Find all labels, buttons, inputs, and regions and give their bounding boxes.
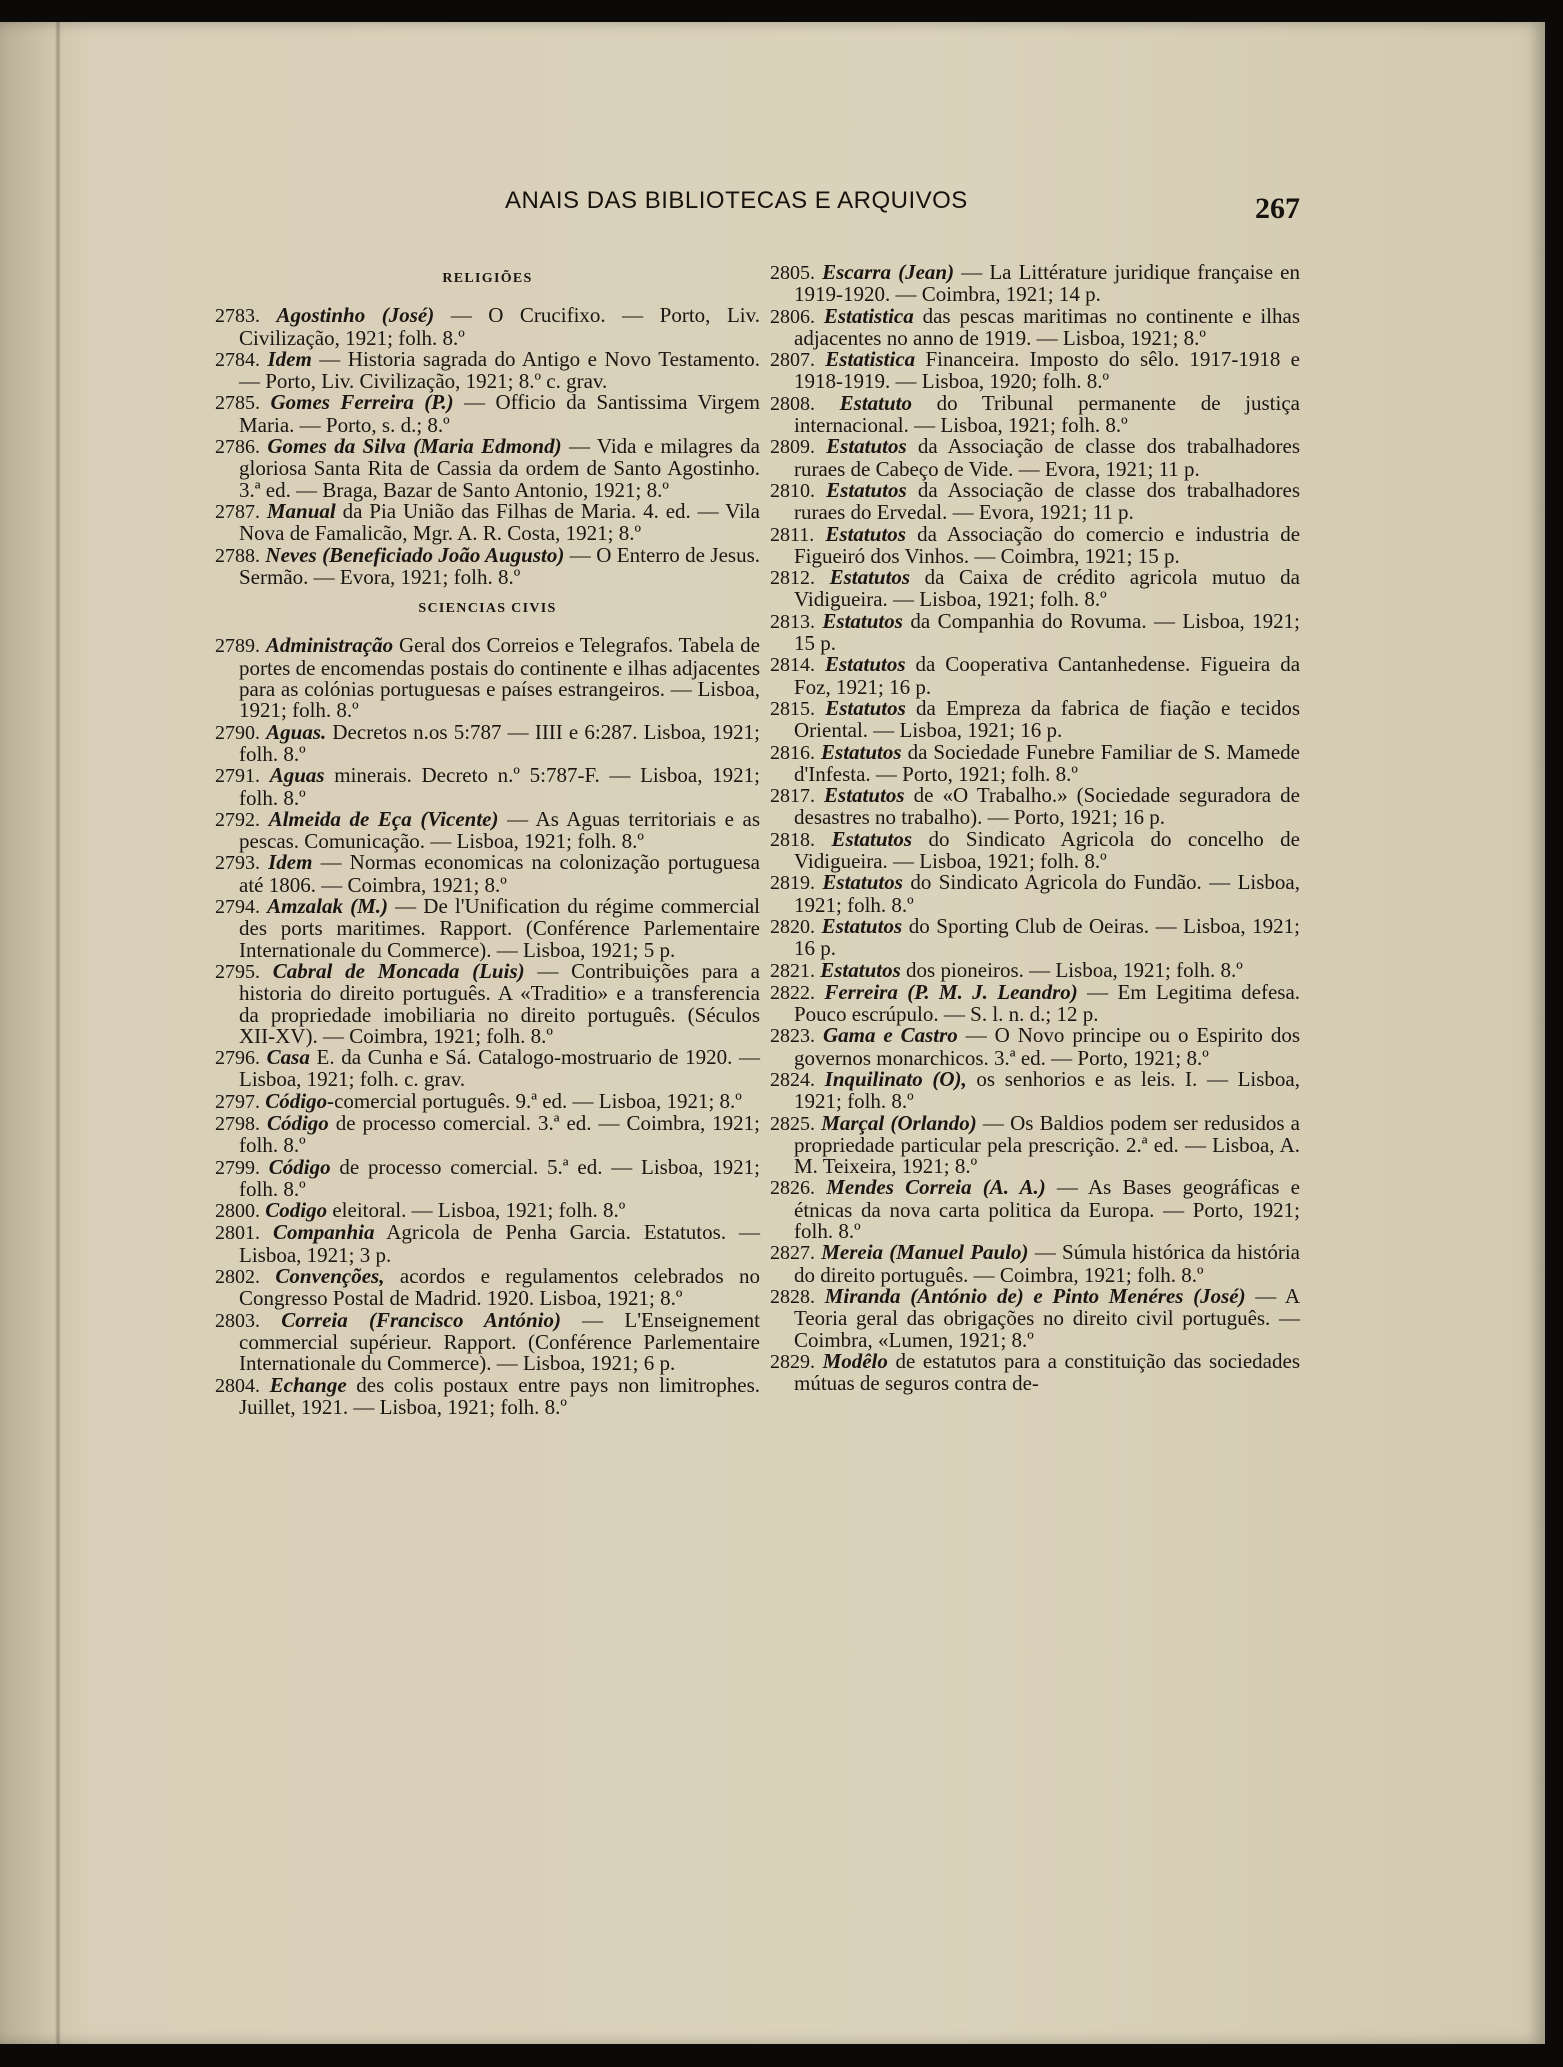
- entry-author: Miranda (António de) e Pinto Menéres (José): [824, 1283, 1246, 1308]
- entry-number: 2791.: [215, 765, 260, 788]
- bibliography-entry: [215, 1266, 760, 1310]
- entry-text: des colis postaux entre pays non limitrophes. Juillet, 1921. — Lisboa, 1921; folh. 8.º: [239, 1372, 760, 1419]
- bibliography-entry: [215, 1222, 760, 1266]
- entry-text: da Sociedade Funebre Familiar de S. Mamede d'Infesta. — Porto, 1921; folh. 8.º: [794, 739, 1301, 786]
- entry-number: 2807.: [770, 349, 815, 372]
- entry-number: 2806.: [770, 305, 815, 328]
- entry-author: Echange: [269, 1372, 347, 1397]
- entry-text: eleitoral. — Lisboa, 1921; folh. 8.º: [327, 1198, 626, 1223]
- bibliography-entry: [215, 542, 761, 589]
- entry-text: — O Enterro de Jesus. Sermão. — Evora, 1921; folh. 8.º: [239, 542, 761, 589]
- bibliography-entry: [770, 979, 1301, 1027]
- entry-author: Codigo: [265, 1198, 328, 1223]
- entry-text: — O Novo principe ou o Espirito dos governos monarchicos. 3.ª ed. — Porto, 1921; 8.º: [794, 1023, 1300, 1070]
- entry-text: de processo comercial. 3.ª ed. — Coimbra, 1921; folh. 8.º: [239, 1110, 760, 1158]
- bibliography-entry: [770, 567, 1300, 611]
- entry-author: Neves (Beneficiado João Augusto): [265, 542, 565, 567]
- entry-author: Amzalak (M.): [267, 894, 389, 919]
- entry-text: de «O Trabalho.» (Sociedade seguradora de desastres no trabalho). — Porto, 1921; 16 p.: [794, 783, 1300, 830]
- entry-author: Modêlo: [822, 1348, 888, 1373]
- entry-number: 2811.: [770, 523, 815, 546]
- entry-number: 2812.: [770, 567, 815, 590]
- entry-text: — Vida e milagres da gloriosa Santa Rita de Cassia da ordem de Santo Agostinho. 3.ª ed. — Braga, Bazar de Santo Antonio, 1921; 8.º: [239, 434, 760, 502]
- entry-text: de estatutos para a constituição das sociedades mútuas de seguros contra de-: [794, 1348, 1300, 1396]
- entry-author: Estatutos: [822, 870, 903, 895]
- entry-number: 2823.: [770, 1025, 815, 1048]
- bibliography-entry: [770, 1348, 1300, 1396]
- entry-number: 2824.: [770, 1068, 815, 1091]
- entry-number: 2797.: [215, 1090, 260, 1113]
- entry-author: Administração: [265, 633, 394, 658]
- entry-text: da Empreza da fabrica de fiação e tecidos Oriental. — Lisboa, 1921; 16 p.: [794, 695, 1301, 743]
- entry-author: Gama e Castro: [822, 1023, 958, 1048]
- entry-author: Ferreira (P. M. J. Leandro): [824, 979, 1078, 1004]
- entry-number: 2796.: [215, 1047, 260, 1070]
- entry-author: Marçal (Orlando): [821, 1110, 977, 1135]
- entry-author: Estatuto: [839, 390, 913, 415]
- entry-number: 2798.: [215, 1112, 260, 1135]
- entry-number: 2783.: [215, 305, 260, 328]
- entry-text: Agricola de Penha Garcia. Estatutos. — Lisboa, 1921; 3 p.: [239, 1220, 761, 1267]
- entry-text: — Historia sagrada do Antigo e Novo Testamento. — Porto, Liv. Civilização, 1921; 8.º c. grav.: [239, 346, 760, 394]
- entry-text: do Sindicato Agricola do concelho de Vidigueira. — Lisboa, 1921; folh. 8.º: [794, 826, 1301, 874]
- entry-number: 2809.: [770, 436, 815, 459]
- bibliography-entry: [770, 654, 1300, 698]
- entry-number: 2789.: [215, 635, 260, 658]
- entry-number: 2804.: [215, 1374, 260, 1397]
- bibliography-entry: [770, 262, 1300, 306]
- entry-text: — As Bases geográficas e étnicas da nova carta politica da Europa. — Porto, 1921; folh. 8.º: [794, 1175, 1300, 1244]
- section-heading-sciencias: SCIENCIAS CIVIS: [418, 601, 557, 617]
- bibliography-entry: [770, 872, 1300, 916]
- entry-author: Estatutos: [821, 913, 903, 938]
- entry-number: 2828.: [770, 1285, 815, 1308]
- entry-author: Aguas: [269, 763, 325, 788]
- entry-text: — O Crucifixo. — Porto, Liv. Civilização, 1921; folh. 8.º: [239, 303, 760, 350]
- entry-text: de processo comercial. 5.ª ed. — Lisboa, 1921; folh. 8.º: [239, 1154, 761, 1201]
- bibliography-entry: [770, 785, 1300, 829]
- entry-author: Cabral de Moncada (Luis): [272, 958, 525, 983]
- bibliography-entry: [215, 1088, 760, 1113]
- entry-author: Estatutos: [829, 565, 911, 590]
- bibliography-entry: [215, 852, 760, 896]
- entry-author: Aguas.: [266, 719, 327, 744]
- entry-text: — L'Enseignement commercial supérieur. Rapport. (Conférence Parlementaire Internationale du Commerce). — Lisboa, 1921; 6 p.: [239, 1307, 760, 1376]
- running-title: ANAIS DAS BIBLIOTECAS E ARQUIVOS: [505, 187, 968, 214]
- entry-author: Gomes da Silva (Maria Edmond): [267, 434, 562, 459]
- entry-text: da Cooperativa Cantanhedense. Figueira da Foz, 1921; 16 p.: [794, 652, 1301, 699]
- entry-author: Agostinho (José): [276, 303, 435, 328]
- bibliography-entry: [770, 695, 1301, 743]
- page-gutter: [55, 22, 61, 2044]
- bibliography-entry: [215, 436, 760, 501]
- entry-author: Gomes Ferreira (P.): [270, 390, 454, 415]
- bibliography-entry: [770, 477, 1300, 525]
- entry-author: Mereia (Manuel Paulo): [821, 1240, 1029, 1265]
- entry-number: 2803.: [215, 1309, 260, 1332]
- entry-text: Geral dos Correios e Telegrafos. Tabela de portes de encomendas postais do continente e ilhas adjacentes para as colónias portuguesas e países estrangeiros. — Lisboa, 1921; folh. 8.º: [239, 633, 760, 723]
- entry-author: Correia (Francisco António): [281, 1307, 561, 1332]
- entry-number: 2802.: [215, 1266, 260, 1289]
- entry-number: 2787.: [215, 500, 260, 523]
- bibliography-entry: [215, 305, 760, 349]
- entry-text: Decretos n.os 5:787 — IIII e 6:287. Lisboa, 1921; folh. 8.º: [239, 719, 760, 766]
- bibliography-entry: [770, 436, 1300, 480]
- entry-text: E. da Cunha e Sá. Catalogo-mostruario de 1920. — Lisboa, 1921; folh. c. grav.: [239, 1045, 760, 1092]
- bibliography-entry: [215, 1200, 760, 1222]
- entry-number: 2815.: [770, 697, 815, 720]
- entry-number: 2795.: [215, 960, 260, 983]
- entry-author: Estatistica: [823, 303, 914, 328]
- bibliography-entry: [215, 1047, 760, 1091]
- entry-text: — Normas economicas na colonização portuguesa até 1806. — Coimbra, 1921; 8.º: [239, 850, 760, 897]
- entry-text: da Associação de classe dos trabalhadores ruraes de Cabeço de Vide. — Evora, 1921; 11 p.: [794, 434, 1300, 481]
- bibliography-entry: [770, 1110, 1300, 1179]
- right-entries-list: [770, 262, 1300, 1394]
- sciencias-list: [215, 635, 760, 1418]
- entry-number: 2793.: [215, 852, 260, 875]
- bibliography-entry: [770, 739, 1301, 786]
- bibliography-entry: [215, 958, 760, 1048]
- entry-number: 2808.: [770, 392, 815, 415]
- entry-text: — As Aguas territoriais e as pescas. Comunicação. — Lisboa, 1921; folh. 8.º: [239, 806, 761, 854]
- bibliography-entry: [770, 1066, 1301, 1114]
- entry-number: 2826.: [770, 1177, 815, 1200]
- entry-author: Código-: [265, 1088, 335, 1113]
- entry-text: — Os Baldios podem ser redusidos a propriedade particular pela prescrição. 2.ª ed. — Lisboa, A. M. Teixeira, 1921; 8.º: [794, 1110, 1300, 1179]
- entry-number: 2790.: [215, 721, 260, 744]
- entry-author: Mendes Correia (A. A.): [826, 1175, 1046, 1200]
- entry-number: 2821.: [770, 959, 815, 982]
- bibliography-entry: [215, 392, 760, 436]
- bibliography-entry: [215, 896, 760, 961]
- entry-text: das pescas maritimas no continente e ilhas adjacentes no anno de 1919. — Lisboa, 1921; 8.º: [794, 303, 1301, 350]
- bibliography-entry: [215, 719, 760, 766]
- entry-number: 2785.: [215, 392, 260, 415]
- bibliography-entry: [770, 608, 1301, 656]
- entry-number: 2819.: [770, 872, 815, 895]
- entry-text: dos pioneiros. — Lisboa, 1921; folh. 8.º: [900, 957, 1243, 982]
- entry-author: Inquilinato (O),: [824, 1066, 967, 1091]
- right-column: [770, 262, 1300, 1394]
- entry-text: da Associação de classe dos trabalhadores ruraes do Ervedal. — Evora, 1921; 11 p.: [794, 477, 1300, 525]
- bibliography-entry: [770, 303, 1301, 350]
- bibliography-entry: [770, 390, 1300, 438]
- bibliography-entry: [215, 1154, 761, 1201]
- entry-text: minerais. Decreto n.º 5:787-F. — Lisboa, 1921; folh. 8.º: [239, 763, 761, 810]
- entry-number: 2800.: [215, 1200, 260, 1223]
- entry-author: Estatutos: [825, 695, 906, 720]
- entry-text: — Officio da Santissima Virgem Maria. — Porto, s. d.; 8.º: [239, 390, 761, 437]
- entry-number: 2817.: [770, 785, 815, 808]
- bibliography-entry: [215, 806, 761, 854]
- bibliography-entry: [215, 1307, 760, 1376]
- entry-author: Manual: [266, 498, 336, 523]
- bibliography-entry: [215, 1110, 760, 1158]
- entry-number: 2822.: [770, 981, 815, 1004]
- bibliography-entry: [770, 1242, 1300, 1286]
- entry-author: Convenções,: [275, 1264, 385, 1289]
- entry-number: 2788.: [215, 544, 260, 567]
- entry-number: 2827.: [770, 1242, 815, 1265]
- entry-text: comercial português. 9.ª ed. — Lisboa, 1921; 8.º: [334, 1088, 742, 1113]
- entry-number: 2786.: [215, 436, 260, 459]
- entry-text: da Companhia do Rovuma. — Lisboa, 1921; 15 p.: [794, 608, 1301, 656]
- entry-author: Estatutos: [824, 783, 905, 808]
- entry-number: 2805.: [770, 262, 815, 284]
- entry-text: acordos e regulamentos celebrados no Congresso Postal de Madrid. 1920. Lisboa, 1921; 8.º: [239, 1264, 761, 1311]
- entry-text: do Sindicato Agricola do Fundão. — Lisboa, 1921; folh. 8.º: [794, 870, 1301, 917]
- entry-number: 2818.: [770, 828, 815, 851]
- entry-author: Estatutos: [822, 608, 903, 633]
- entry-number: 2813.: [770, 610, 815, 633]
- bibliography-entry: [770, 521, 1301, 568]
- entry-number: 2820.: [770, 915, 815, 938]
- entry-text: — Súmula histórica da história do direito português. — Coimbra, 1921; folh. 8.º: [794, 1240, 1300, 1287]
- entry-author: Estatutos: [820, 957, 901, 982]
- entry-author: Estatutos: [824, 652, 906, 677]
- entry-number: 2794.: [215, 896, 260, 919]
- entry-author: Casa: [266, 1045, 310, 1070]
- bibliography-entry: [215, 346, 760, 394]
- entry-number: 2829.: [770, 1350, 815, 1373]
- bibliography-entry: [770, 826, 1301, 874]
- entry-text: — Contribuições para a historia do direito português. A «Traditio» e a transferencia da propriedade imobiliaria no direito português. (Séculos XII-XV). — Coimbra, 1921; folh. 8.º: [239, 958, 760, 1048]
- entry-author: Almeida de Eça (Vicente): [268, 806, 499, 831]
- entry-text: do Tribunal permanente de justiça internacional. — Lisboa, 1921; folh. 8.º: [794, 390, 1300, 438]
- entry-author: Idem: [267, 346, 312, 371]
- bibliography-entry: [770, 349, 1300, 393]
- bibliography-entry: [215, 1372, 760, 1419]
- entry-number: 2801.: [215, 1222, 260, 1245]
- entry-number: 2792.: [215, 808, 260, 831]
- entry-author: Estatistica: [825, 347, 916, 372]
- entry-text: os senhorios e as leis. I. — Lisboa, 1921; folh. 8.º: [794, 1066, 1301, 1114]
- book-page: [0, 22, 1545, 2044]
- entry-author: Estatutos: [825, 521, 906, 546]
- bibliography-entry: [215, 635, 760, 721]
- entry-author: Companhia: [272, 1220, 375, 1245]
- entry-number: 2799.: [215, 1156, 260, 1179]
- bibliography-entry: [770, 1025, 1300, 1069]
- entry-text: da Pia União das Filhas de Maria. 4. ed. — Vila Nova de Famalicão, Mgr. A. R. Costa, 1921; 8.º: [239, 498, 761, 546]
- bibliography-entry: [215, 498, 761, 546]
- entry-number: 2784.: [215, 348, 260, 371]
- entry-author: Escarra (Jean): [822, 260, 955, 284]
- entry-number: 2814.: [770, 654, 815, 677]
- religioes-list: [215, 305, 760, 588]
- entry-author: Estatutos: [831, 826, 913, 851]
- entry-author: Estatutos: [826, 477, 907, 502]
- entry-text: — La Littérature juridique française en 1919-1920. — Coimbra, 1921; 14 p.: [794, 260, 1300, 307]
- entry-text: Financeira. Imposto do sêlo. 1917-1918 e 1918-1919. — Lisboa, 1920; folh. 8.º: [794, 347, 1300, 394]
- bibliography-entry: [770, 957, 1300, 982]
- entry-text: — Em Legitima defesa. Pouco escrúpulo. — S. l. n. d.; 12 p.: [794, 979, 1301, 1027]
- bibliography-entry: [770, 1177, 1300, 1242]
- bibliography-entry: [770, 913, 1300, 961]
- entry-text: — A Teoria geral das obrigações no direito civil português. — Coimbra, «Lumen, 1921; 8.º: [794, 1283, 1300, 1352]
- bibliography-entry: [215, 765, 760, 809]
- entry-author: Código: [268, 1154, 331, 1179]
- entry-number: 2825.: [770, 1112, 815, 1135]
- entry-number: 2810.: [770, 479, 815, 502]
- section-heading-religioes: RELIGIÕES: [442, 271, 533, 286]
- entry-text: do Sporting Club de Oeiras. — Lisboa, 1921; 16 p.: [794, 913, 1300, 961]
- entry-text: — De l'Unification du régime commercial des ports maritimes. Rapport. (Conférence Parlementaire Internationale du Commerce). — Lisboa, 1921; 5 p.: [239, 894, 760, 962]
- entry-text: da Caixa de crédito agricola mutuo da Vidigueira. — Lisboa, 1921; folh. 8.º: [794, 565, 1301, 612]
- left-column: [215, 262, 760, 1418]
- entry-author: Idem: [268, 850, 313, 875]
- entry-author: Código: [266, 1110, 329, 1135]
- bibliography-entry: [770, 1283, 1300, 1352]
- entry-text: da Associação do comercio e industria de Figueiró dos Vinhos. — Coimbra, 1921; 15 p.: [794, 521, 1301, 568]
- entry-number: 2816.: [770, 741, 815, 764]
- entry-author: Estatutos: [826, 434, 907, 459]
- entry-author: Estatutos: [821, 739, 902, 764]
- page-number: 267: [1255, 192, 1300, 225]
